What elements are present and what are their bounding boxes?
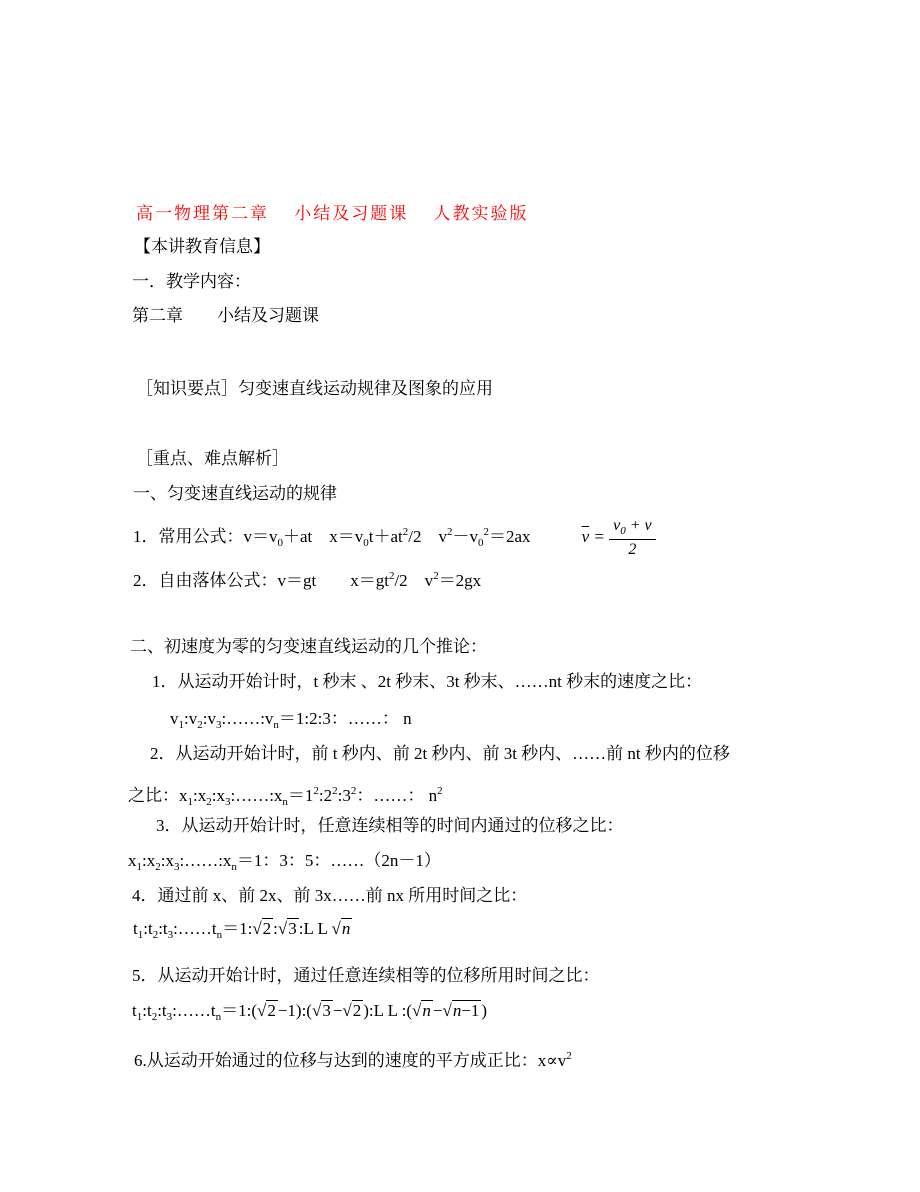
chapter-title: 第二章 小结及习题课 bbox=[132, 306, 319, 325]
inference-5: 5．从运动开始计时，通过任意连续相等的位移所用时间之比： bbox=[132, 966, 600, 985]
section-one-heading: 一、匀变速直线运动的规律 bbox=[133, 484, 337, 503]
teaching-content-heading: 一．教学内容： bbox=[132, 272, 251, 291]
inference-5-ratio: $t_1:t_2:t_3:\dots\dots t_n=1:(√2$ −1):(√3 −√2 ):L L :(√n −√n−1 ) bbox=[132, 1001, 488, 1023]
inference-2: 2．从运动开始计时，前 t 秒内、前 2t 秒内、前 3t 秒内、……前 nt 秒内的位移 bbox=[150, 744, 730, 763]
heading-info: 【本讲教育信息】 bbox=[134, 237, 270, 256]
section-two-heading: 二、初速度为零的匀变速直线运动的几个推论： bbox=[130, 637, 487, 656]
knowledge-points-heading: ［知识要点］匀变速直线运动规律及图象的应用 bbox=[136, 379, 493, 398]
inference-1-ratio: $v_1:v_2:v_3:\dots\dots:v_n=1:2:3$：……： n bbox=[170, 709, 412, 731]
inference-4-ratio: $t_1:t_2:t_3:\dots\dots t_n=1:√2$ :√3 :L L √n bbox=[133, 919, 351, 941]
inference-6: 6.从运动开始通过的位移与达到的速度的平方成正比：$x\propto v^2$ bbox=[134, 1050, 572, 1070]
doc-title: 高一物理第二章 小结及习题课 人教实验版 bbox=[136, 204, 529, 223]
inference-1: 1．从运动开始计时，t 秒末 、2t 秒末、3t 秒末、……nt 秒末的速度之比： bbox=[152, 672, 703, 691]
formula-common: 1．常用公式：$v=v_0+at$ $x=v_0t+at^2/2$ $v^2-v_0^2=2ax$ $\overline{v}$ = $\frac{v_0 + v}{2}$ bbox=[133, 514, 656, 561]
inference-3: 3．从运动开始计时，任意连续相等的时间内通过的位移之比： bbox=[156, 816, 624, 835]
key-points-heading: ［重点、难点解析］ bbox=[136, 449, 289, 468]
inference-2-ratio: 之比：$x_1:x_2:x_3:\dots\dots:x_n=1^2:2^2:3^2$：……： $n^2$ bbox=[128, 785, 443, 808]
inference-3-ratio: $x_1:x_2:x_3:\dots\dots:x_n=1$：3：5：……（2n－1） bbox=[128, 851, 441, 873]
formula-freefall: 2．自由落体公式：v＝gt $x=gt^2/2$ $v^2=2gx$ bbox=[133, 570, 482, 590]
inference-4: 4．通过前 x、前 2x、前 3x……前 nx 所用时间之比： bbox=[132, 886, 528, 905]
